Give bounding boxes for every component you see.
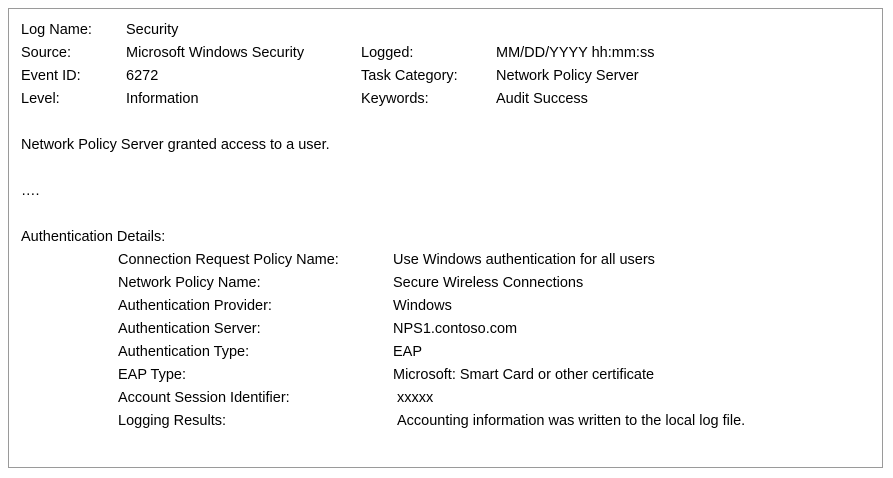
connection-request-policy-name-label: Connection Request Policy Name: — [118, 252, 339, 268]
account-session-identifier-value: xxxxx — [397, 390, 434, 406]
logging-results-value: Accounting information was written to the local log file. — [397, 413, 746, 429]
eap-type-label: EAP Type: — [118, 367, 186, 383]
logging-results-label: Logging Results: — [118, 413, 227, 429]
table-row — [118, 295, 745, 318]
level-value: Information — [126, 91, 199, 107]
table-row — [118, 249, 745, 272]
spacer — [21, 111, 874, 134]
source-label: Source: — [21, 45, 71, 61]
network-policy-name-label: Network Policy Name: — [118, 275, 261, 291]
table-row — [21, 42, 654, 65]
task-category-value: Network Policy Server — [496, 68, 639, 84]
table-row — [21, 65, 654, 88]
table-row — [118, 272, 745, 295]
authentication-provider-label: Authentication Provider: — [118, 298, 272, 314]
log-name-value: Security — [126, 22, 179, 38]
event-id-label: Event ID: — [21, 68, 81, 84]
table-row — [118, 364, 745, 387]
network-policy-name-value: Secure Wireless Connections — [393, 275, 584, 291]
spacer — [21, 203, 874, 226]
level-label: Level: — [21, 91, 60, 107]
header-row0-label2 — [361, 19, 496, 42]
eap-type-value: Microsoft: Smart Card or other certificate — [393, 367, 655, 383]
logged-label: Logged: — [361, 45, 414, 61]
authentication-details-title: Authentication Details: — [21, 229, 166, 245]
header-row0-value2 — [496, 19, 654, 42]
connection-request-policy-name-value: Use Windows authentication for all users — [393, 252, 655, 268]
table-row — [118, 387, 745, 410]
table-row — [118, 318, 745, 341]
log-name-label: Log Name: — [21, 22, 92, 38]
spacer — [21, 157, 874, 180]
keywords-value: Audit Success — [496, 91, 588, 107]
authentication-server-label: Authentication Server: — [118, 321, 261, 337]
event-description: Network Policy Server granted access to a user. — [21, 137, 330, 153]
source-value: Microsoft Windows Security — [126, 45, 305, 61]
event-details-content — [21, 19, 874, 463]
logged-value: MM/DD/YYYY hh:mm:ss — [496, 45, 655, 61]
event-ellipsis: …. — [21, 183, 40, 199]
table-row — [21, 88, 654, 111]
authentication-details-table — [118, 249, 745, 433]
authentication-server-value: NPS1.contoso.com — [393, 321, 518, 337]
table-row — [118, 341, 745, 364]
table-row — [21, 19, 654, 42]
event-details-panel — [8, 8, 883, 468]
event-id-value: 6272 — [126, 68, 159, 84]
authentication-provider-value: Windows — [393, 298, 452, 314]
event-header-table — [21, 19, 654, 111]
table-row — [118, 410, 745, 433]
task-category-label: Task Category: — [361, 68, 458, 84]
account-session-identifier-label: Account Session Identifier: — [118, 390, 290, 406]
authentication-type-label: Authentication Type: — [118, 344, 250, 360]
authentication-type-value: EAP — [393, 344, 423, 360]
keywords-label: Keywords: — [361, 91, 429, 107]
